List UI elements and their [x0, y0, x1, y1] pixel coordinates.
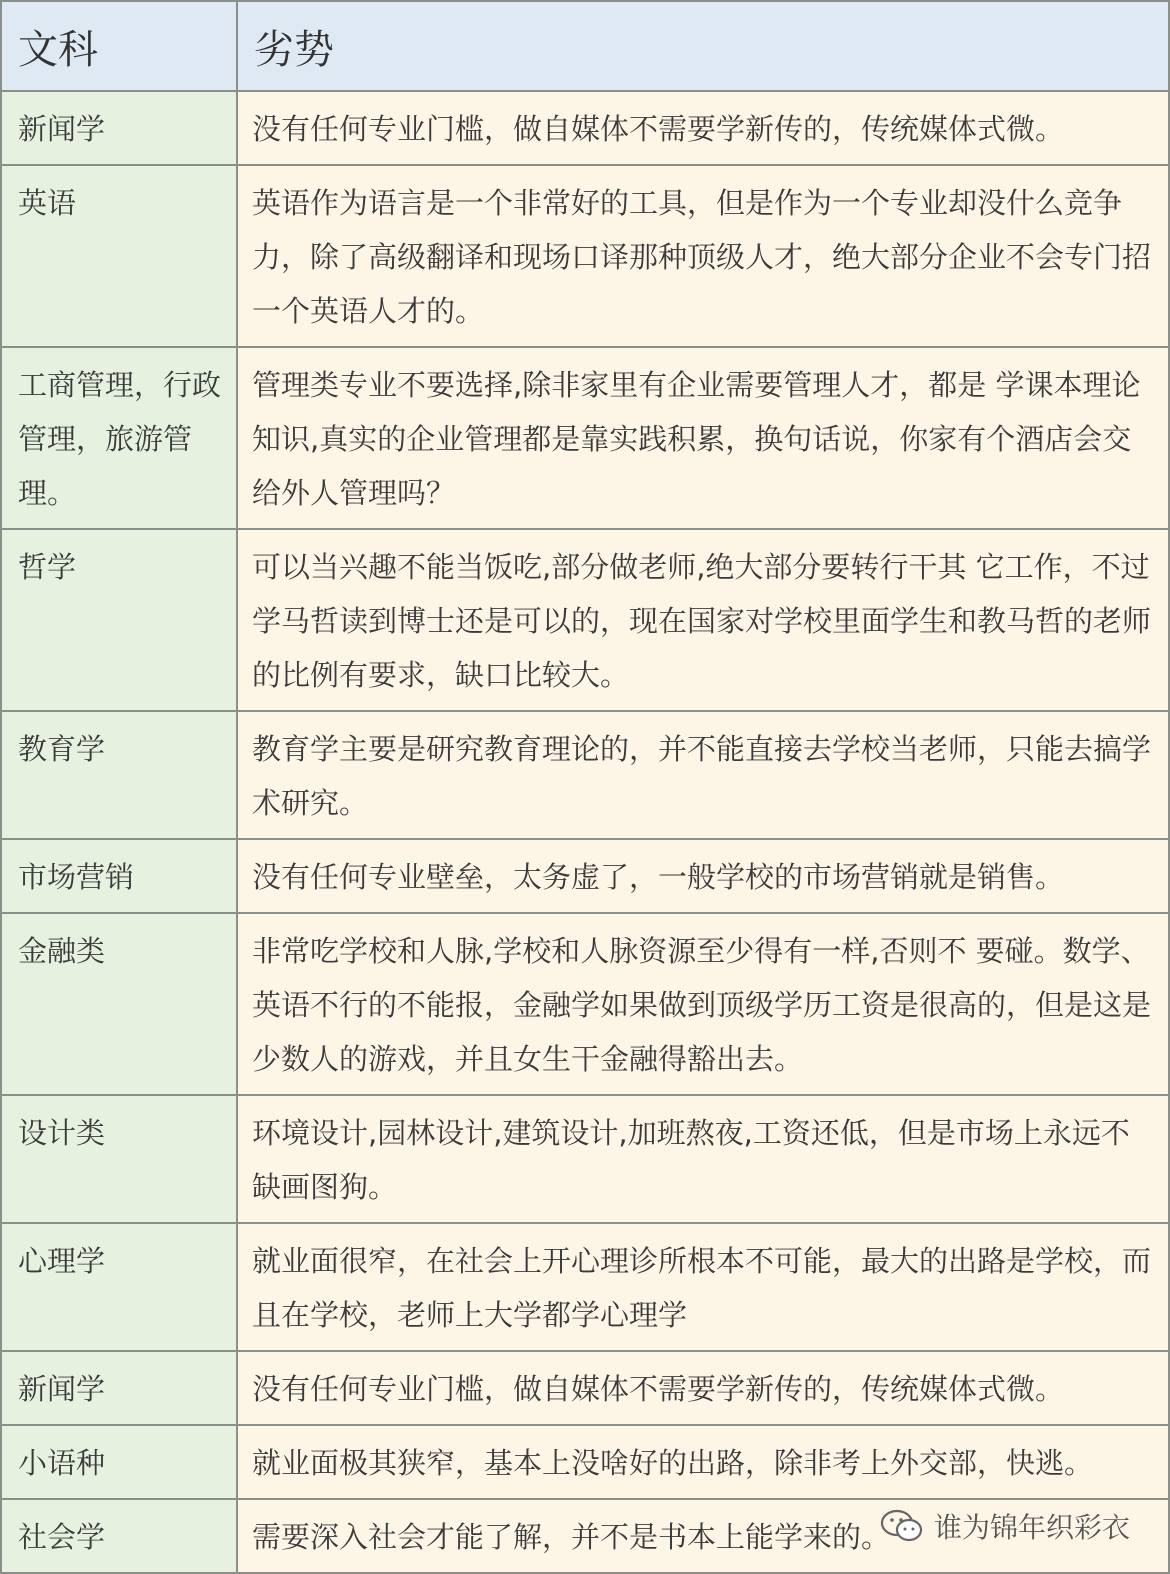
- table-row: [1, 711, 1169, 839]
- watermark: [880, 1506, 1130, 1546]
- disadvantage-cell: 英语作为语言是一个非常好的工具，但是作为一个专业却没什么竞争力，除了高级翻译和现场口译那种顶级人才，绝大部分企业不会专门招一个英语人才的。: [237, 165, 1169, 347]
- watermark-text: 谁为锦年织彩衣: [933, 1511, 1130, 1544]
- table-header-row: [1, 1, 1169, 91]
- major-cell: 教育学: [1, 711, 237, 839]
- header-disadvantage: 劣势: [237, 1, 1169, 91]
- major-cell: 哲学: [1, 529, 237, 711]
- table-row: [1, 1351, 1169, 1425]
- major-cell: 设计类: [1, 1095, 237, 1223]
- disadvantage-cell: 就业面很窄，在社会上开心理诊所根本不可能，最大的出路是学校，而且在学校，老师上大学都学心理学: [237, 1223, 1169, 1351]
- major-cell: 市场营销: [1, 839, 237, 913]
- table-row: [1, 165, 1169, 347]
- major-cell: 工商管理，行政管理，旅游管理。: [1, 347, 237, 529]
- major-cell: 金融类: [1, 913, 237, 1095]
- major-cell: 社会学: [1, 1499, 237, 1573]
- disadvantage-cell: 环境设计,园林设计,建筑设计,加班熬夜,工资还低，但是市场上永远不缺画图狗。: [237, 1095, 1169, 1223]
- table-row: [1, 91, 1169, 165]
- disadvantage-cell: 就业面极其狭窄，基本上没啥好的出路，除非考上外交部，快逃。: [237, 1425, 1169, 1499]
- table-row: [1, 347, 1169, 529]
- disadvantage-cell: 没有任何专业壁垒，太务虚了，一般学校的市场营销就是销售。: [237, 839, 1169, 913]
- disadvantage-cell: 非常吃学校和人脉,学校和人脉资源至少得有一样,否则不 要碰。数学、英语不行的不能报，金融学如果做到顶级学历工资是很高的，但是这是少数人的游戏，并且女生干金融得豁出去。: [237, 913, 1169, 1095]
- table-row: [1, 529, 1169, 711]
- disadvantage-cell: 管理类专业不要选择,除非家里有企业需要管理人才，都是 学课本理论知识,真实的企业管理都是靠实践积累，换句话说，你家有个酒店会交给外人管理吗？: [237, 347, 1169, 529]
- major-cell: 英语: [1, 165, 237, 347]
- major-cell: 心理学: [1, 1223, 237, 1351]
- disadvantage-cell: 可以当兴趣不能当饭吃,部分做老师,绝大部分要转行干其 它工作，不过学马哲读到博士还是可以的，现在国家对学校里面学生和教马哲的老师的比例有要求，缺口比较大。: [237, 529, 1169, 711]
- disadvantage-cell: 需要深入社会才能了解，并不是书本上能学来的。: [237, 1499, 1169, 1573]
- major-cell: 新闻学: [1, 91, 237, 165]
- table-row: [1, 1425, 1169, 1499]
- disadvantage-cell: 没有任何专业门槛，做自媒体不需要学新传的，传统媒体式微。: [237, 1351, 1169, 1425]
- table-row: [1, 913, 1169, 1095]
- wechat-icon: [880, 1509, 924, 1543]
- disadvantage-cell: 没有任何专业门槛，做自媒体不需要学新传的，传统媒体式微。: [237, 91, 1169, 165]
- header-major: 文科: [1, 1, 237, 91]
- major-cell: 小语种: [1, 1425, 237, 1499]
- table-row: [1, 1095, 1169, 1223]
- disadvantage-cell: 教育学主要是研究教育理论的，并不能直接去学校当老师，只能去搞学术研究。: [237, 711, 1169, 839]
- table-row: [1, 839, 1169, 913]
- major-cell: 新闻学: [1, 1351, 237, 1425]
- table-row: [1, 1223, 1169, 1351]
